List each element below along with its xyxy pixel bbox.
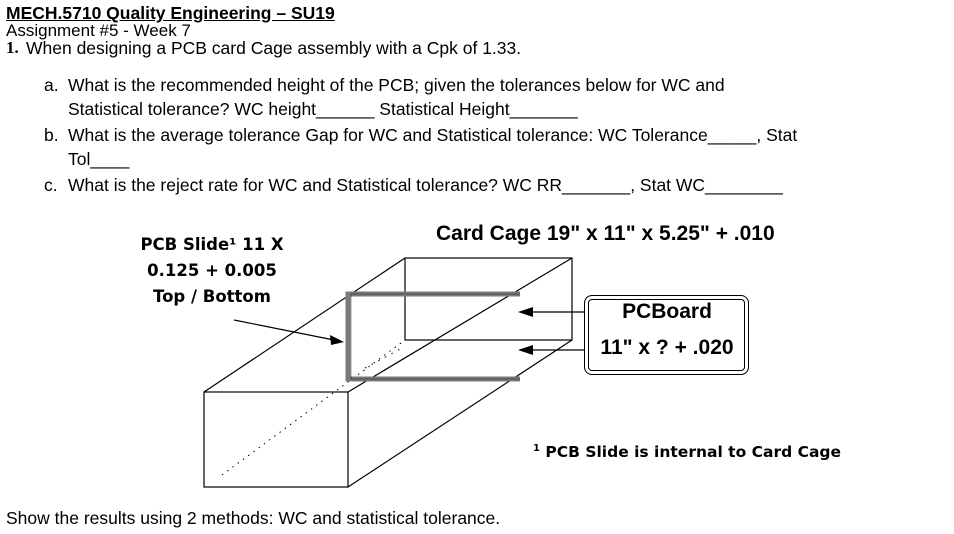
pcb-slide-label [112, 232, 312, 310]
assignment-subtitle: Assignment #5 - Week 7 [6, 21, 191, 40]
cage-edge-bottom-right [348, 340, 572, 487]
question-text: When designing a PCB card Cage assembly with a Cpk of 1.33. [26, 38, 522, 58]
pcb-slide-rail [348, 294, 520, 379]
slide-arrowhead [330, 335, 344, 345]
card-cage-label: Card Cage 19" x 11" x 5.25" + .010 [436, 222, 775, 245]
pcboard-label-line1: PCBoard [622, 300, 712, 323]
cage-hidden-edge [222, 340, 405, 475]
cage-edge-top-right [348, 258, 572, 392]
slide-arrow [234, 320, 334, 340]
part-b-line2: Tol____ [68, 149, 130, 169]
part-b-letter: b. [44, 125, 59, 145]
slide-label-line3: Top / Bottom [153, 287, 271, 306]
slide-label-line2: 0.125 + 0.005 [147, 261, 277, 280]
inner-guide-dots [365, 348, 402, 368]
cage-front-face [204, 392, 348, 487]
part-a-line1: What is the recommended height of the PCB; given the tolerances below for WC and [68, 75, 725, 95]
footnote-mark: 1 [533, 443, 540, 454]
part-c-letter: c. [44, 175, 58, 195]
pcb-slide-rail-inner [351, 294, 520, 379]
course-title: MECH.5710 Quality Engineering – SU19 [6, 3, 335, 23]
footnote [533, 443, 841, 461]
part-a-letter: a. [44, 75, 59, 95]
part-a-line2: Statistical tolerance? WC height______ Statistical Height_______ [68, 99, 578, 119]
footer-instruction: Show the results using 2 methods: WC and statistical tolerance. [6, 508, 501, 528]
pcb-arrowhead-bottom [518, 345, 533, 355]
pcb-arrowhead-top [518, 307, 533, 317]
cage-back-face [405, 258, 572, 340]
footnote-text: PCB Slide is internal to Card Cage [545, 443, 842, 461]
part-b-line1: What is the average tolerance Gap for WC and Statistical tolerance: WC Tolerance_____, Stat [68, 125, 798, 145]
question-number: 1. [6, 38, 19, 57]
slide-label-line1: PCB Slide¹ 11 X [140, 235, 284, 254]
pcboard-label-line2: 11" x ? + .020 [600, 336, 734, 359]
part-c-line1: What is the reject rate for WC and Statistical tolerance? WC RR_______, Stat WC________ [68, 175, 783, 195]
